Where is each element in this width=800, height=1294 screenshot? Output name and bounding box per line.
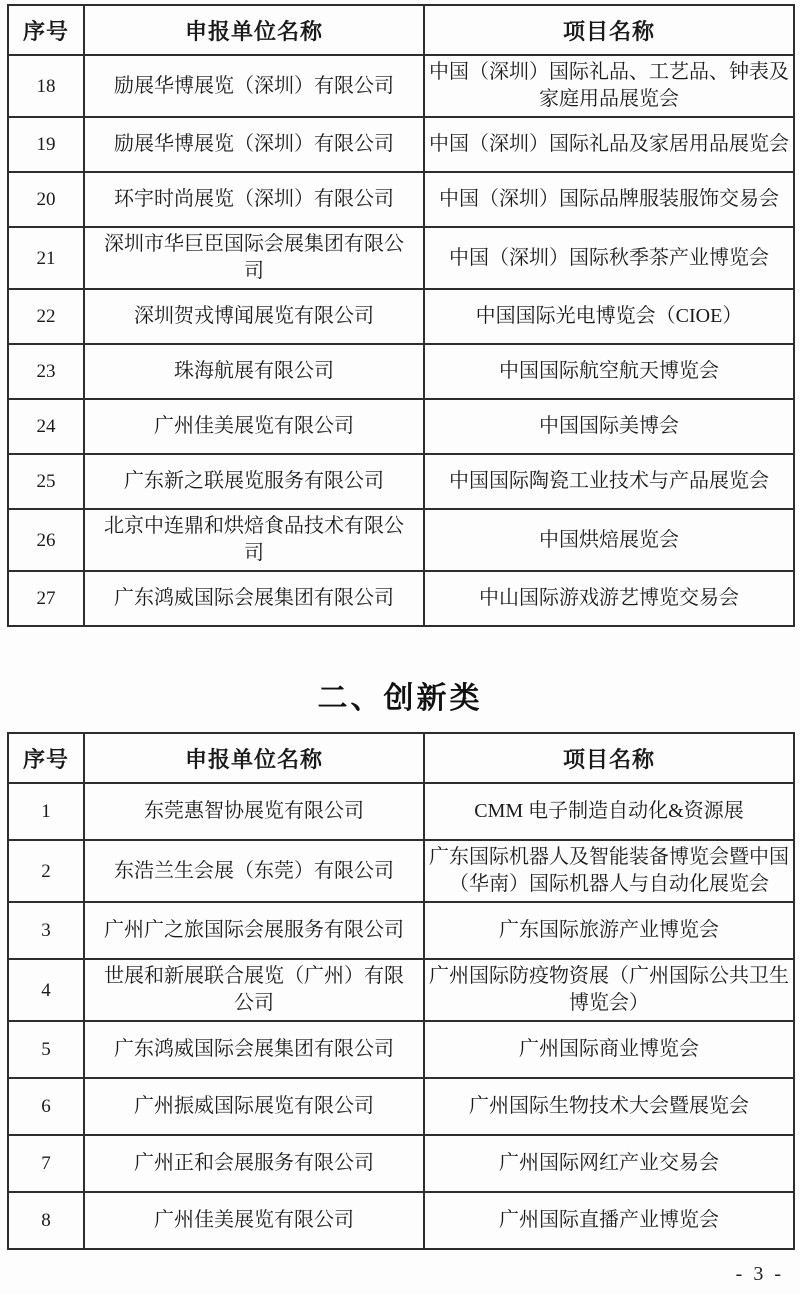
row-no: 5 <box>8 1021 84 1078</box>
project-name: 中国（深圳）国际秋季茶产业博览会 <box>424 227 794 289</box>
company-name: 励展华博展览（深圳）有限公司 <box>84 117 424 172</box>
project-name: 广州国际生物技术大会暨展览会 <box>424 1078 794 1135</box>
project-name: 广州国际商业博览会 <box>424 1021 794 1078</box>
row-no: 23 <box>8 344 84 399</box>
company-name: 广州振威国际展览有限公司 <box>84 1078 424 1135</box>
project-name: 广东国际旅游产业博览会 <box>424 902 794 959</box>
company-name: 广州佳美展览有限公司 <box>84 1192 424 1249</box>
table-row <box>8 902 794 959</box>
header-no: 序号 <box>8 5 84 55</box>
page-number: - 3 - <box>735 1263 784 1285</box>
project-name: 中国国际航空航天博览会 <box>424 344 794 399</box>
project-name: 广州国际网红产业交易会 <box>424 1135 794 1192</box>
row-no: 18 <box>8 55 84 117</box>
company-name: 珠海航展有限公司 <box>84 344 424 399</box>
header-company: 申报单位名称 <box>84 733 424 783</box>
company-name: 广州佳美展览有限公司 <box>84 399 424 454</box>
table-row <box>8 840 794 902</box>
company-name: 东莞惠智协展览有限公司 <box>84 783 424 840</box>
table-header-row <box>8 5 794 55</box>
header-project: 项目名称 <box>424 5 794 55</box>
row-no: 8 <box>8 1192 84 1249</box>
table-row <box>8 55 794 117</box>
company-name: 环宇时尚展览（深圳）有限公司 <box>84 172 424 227</box>
header-no: 序号 <box>8 733 84 783</box>
company-name: 深圳市华巨臣国际会展集团有限公司 <box>84 227 424 289</box>
table-row <box>8 1021 794 1078</box>
company-name: 世展和新展联合展览（广州）有限公司 <box>84 959 424 1021</box>
row-no: 27 <box>8 571 84 626</box>
table-row <box>8 1192 794 1249</box>
table-row <box>8 344 794 399</box>
header-project: 项目名称 <box>424 733 794 783</box>
table-row <box>8 399 794 454</box>
row-no: 26 <box>8 509 84 571</box>
innovation-table <box>7 732 795 1250</box>
company-name: 广东鸿威国际会展集团有限公司 <box>84 1021 424 1078</box>
row-no: 4 <box>8 959 84 1021</box>
project-name: 中国（深圳）国际品牌服装服饰交易会 <box>424 172 794 227</box>
company-name: 广州正和会展服务有限公司 <box>84 1135 424 1192</box>
row-no: 3 <box>8 902 84 959</box>
row-no: 1 <box>8 783 84 840</box>
project-name: 广州国际防疫物资展（广州国际公共卫生博览会） <box>424 959 794 1021</box>
row-no: 7 <box>8 1135 84 1192</box>
project-name: 中国（深圳）国际礼品、工艺品、钟表及家庭用品展览会 <box>424 55 794 117</box>
company-name: 广东新之联展览服务有限公司 <box>84 454 424 509</box>
company-name: 东浩兰生会展（东莞）有限公司 <box>84 840 424 902</box>
row-no: 22 <box>8 289 84 344</box>
project-name: 中国国际美博会 <box>424 399 794 454</box>
table-row <box>8 172 794 227</box>
table-header-row <box>8 733 794 783</box>
row-no: 25 <box>8 454 84 509</box>
table-row <box>8 571 794 626</box>
table-row <box>8 289 794 344</box>
project-name: CMM 电子制造自动化&资源展 <box>424 783 794 840</box>
row-no: 20 <box>8 172 84 227</box>
table-row <box>8 117 794 172</box>
project-name: 广州国际直播产业博览会 <box>424 1192 794 1249</box>
table-row <box>8 454 794 509</box>
table-row <box>8 509 794 571</box>
company-name: 深圳贺戎博闻展览有限公司 <box>84 289 424 344</box>
project-name: 中山国际游戏游艺博览交易会 <box>424 571 794 626</box>
table-row <box>8 227 794 289</box>
row-no: 24 <box>8 399 84 454</box>
section-title-innovation: 二、创新类 <box>317 682 483 715</box>
row-no: 21 <box>8 227 84 289</box>
project-name: 广东国际机器人及智能装备博览会暨中国（华南）国际机器人与自动化展览会 <box>424 840 794 902</box>
company-name: 广州广之旅国际会展服务有限公司 <box>84 902 424 959</box>
section1-table <box>7 4 795 627</box>
row-no: 19 <box>8 117 84 172</box>
project-name: 中国（深圳）国际礼品及家居用品展览会 <box>424 117 794 172</box>
header-company: 申报单位名称 <box>84 5 424 55</box>
table-row <box>8 1135 794 1192</box>
company-name: 励展华博展览（深圳）有限公司 <box>84 55 424 117</box>
project-name: 中国烘焙展览会 <box>424 509 794 571</box>
company-name: 北京中连鼎和烘焙食品技术有限公司 <box>84 509 424 571</box>
row-no: 6 <box>8 1078 84 1135</box>
project-name: 中国国际陶瓷工业技术与产品展览会 <box>424 454 794 509</box>
row-no: 2 <box>8 840 84 902</box>
table-row <box>8 959 794 1021</box>
project-name: 中国国际光电博览会（CIOE） <box>424 289 794 344</box>
table-row <box>8 1078 794 1135</box>
company-name: 广东鸿威国际会展集团有限公司 <box>84 571 424 626</box>
table-row <box>8 783 794 840</box>
